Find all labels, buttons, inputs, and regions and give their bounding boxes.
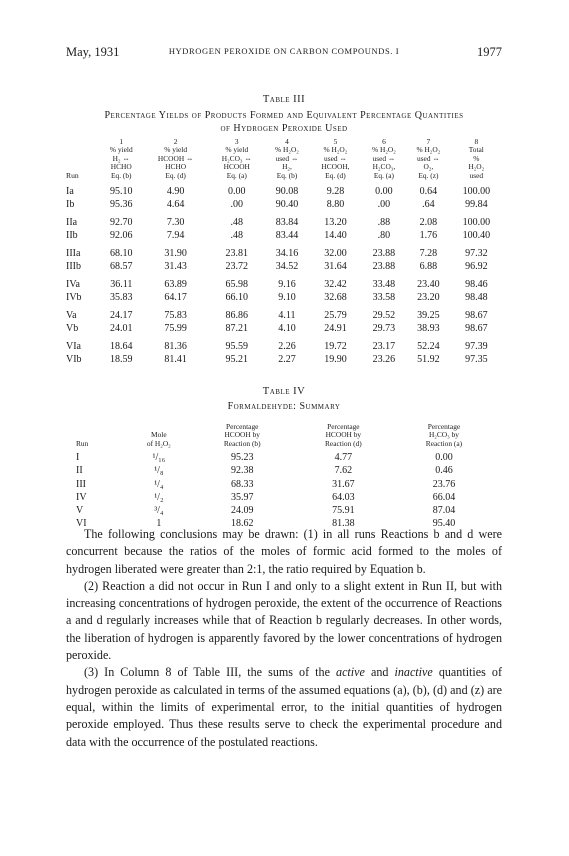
table-cell: 2.26 (278, 341, 296, 353)
column-header-text: used ⇔ (416, 153, 440, 163)
run-cell: Va (66, 310, 77, 322)
table-row (66, 180, 502, 199)
run-cell: I (76, 452, 80, 464)
column-header-text: Eq. (z) (418, 170, 439, 180)
column-header-text: % yield (109, 145, 133, 155)
table-row (76, 478, 494, 491)
column-header-text: HCHO (165, 162, 187, 172)
table-cell: .48 (230, 217, 243, 229)
table-row (66, 211, 502, 230)
table-cell: 95.21 (225, 353, 248, 365)
column-header-text: Eq. (a) (373, 170, 394, 180)
table-cell: 32.00 (324, 248, 347, 260)
run-cell: IIIa (66, 248, 81, 260)
table-cell: 24.91 (324, 322, 347, 334)
table-row (76, 451, 494, 464)
table-cell: 64.17 (164, 291, 187, 303)
table-row (76, 464, 494, 477)
running-header (66, 45, 502, 59)
body-text (66, 526, 502, 751)
table-cell: 75.99 (164, 322, 187, 334)
table-cell: 7.30 (166, 217, 185, 229)
table-cell: ¹/₈ (154, 465, 164, 477)
header-date: May, 1931 (66, 45, 120, 59)
table-cell: 97.35 (465, 353, 488, 365)
table-cell: 2.08 (419, 217, 438, 229)
table-cell: 92.70 (110, 217, 133, 229)
column-header-text: Reaction (b) (223, 438, 261, 448)
table-cell: .80 (377, 229, 391, 241)
table-cell: 65.98 (225, 279, 248, 291)
column-number: 7 (426, 137, 431, 146)
column-header-text: Percentage (327, 422, 360, 431)
table-cell: .00 (377, 198, 391, 210)
column-header-text: Eq. (d) (325, 170, 346, 180)
table-cell: 66.04 (432, 491, 456, 503)
table-cell: 23.40 (417, 279, 440, 291)
word-active: active (336, 665, 365, 680)
paragraph-1: The following conclusions may be drawn: (1) in all runs Reactions b and d were concurrent because the ratios of the moles of formic acid formed to the moles of hydrogen liberated were greater than 2:1, the ratio required by Equation b. (66, 527, 502, 576)
column-header-text: % yield (225, 145, 249, 155)
table-row (66, 323, 502, 336)
table-cell: 0.64 (419, 186, 438, 198)
table-cell: 98.67 (465, 322, 488, 334)
table-3-label: Table III (262, 94, 306, 105)
paragraph-3-part-a: (3) In Column 8 of Table III, the sums of the (84, 665, 337, 680)
table-cell: 33.58 (372, 291, 396, 303)
table-cell: 19.90 (324, 353, 347, 365)
table-cell: 23.88 (372, 260, 396, 272)
table-cell: 35.83 (110, 291, 133, 303)
table-cell: 98.48 (465, 291, 488, 303)
table-cell: 8.80 (326, 198, 345, 210)
table-3-header-spacer (66, 155, 100, 163)
table-4-caption: Formaldehyde: Summary (227, 401, 341, 412)
table-cell: 38.93 (417, 322, 440, 334)
table-cell: 35.97 (230, 491, 254, 503)
table-cell: .00 (230, 198, 243, 210)
column-header-text: % H₂O₂ (372, 145, 396, 155)
table-row (66, 292, 502, 305)
column-header-text: Mole (151, 430, 167, 440)
column-header-text: H₂CO₃ ⇔ (221, 153, 252, 163)
column-header-text: H₂CO₃, (372, 162, 396, 172)
column-number: 5 (333, 137, 338, 146)
column-header-text: used ⇔ (275, 153, 299, 163)
column-header-text: HCOOH, (321, 162, 350, 172)
column-header-text: H₂O₂ (468, 162, 485, 172)
column-header-text: Reaction (a) (425, 438, 463, 448)
table-cell: 87.04 (432, 505, 456, 517)
page-number: 1977 (477, 45, 502, 59)
table-cell: 32.42 (324, 279, 347, 291)
column-number: 8 (474, 137, 479, 146)
table-row (66, 199, 502, 212)
column-header-text: HCOOH by (325, 430, 362, 440)
table-cell: 0.46 (435, 465, 453, 477)
table-cell: 23.17 (372, 341, 396, 353)
column-header-text: H₂CO₃ by (428, 430, 459, 440)
column-header-text: Reaction (d) (325, 438, 362, 448)
run-cell: IIb (66, 229, 78, 241)
table-cell: ¹/₂ (154, 491, 164, 503)
table-row (66, 261, 502, 274)
table-cell: 24.01 (110, 322, 133, 334)
table-cell: 90.40 (275, 198, 299, 210)
table-cell: 24.17 (110, 310, 133, 322)
column-number: 6 (382, 137, 386, 146)
column-header-text: Eq. (d) (165, 170, 186, 180)
table-cell: 23.20 (417, 291, 440, 303)
run-cell: IVa (66, 279, 80, 291)
table-cell: 96.92 (465, 260, 488, 272)
table-row (66, 354, 502, 367)
run-cell: Ib (66, 198, 75, 210)
header-title: HYDROGEN PEROXIDE ON CARBON COMPOUNDS. I (168, 46, 400, 56)
column-number: 1 (119, 137, 124, 146)
table-cell: 95.40 (432, 518, 456, 530)
column-header-text: of H₂O₂ (146, 438, 171, 448)
table-cell: 33.48 (372, 279, 396, 291)
table-cell: 7.94 (166, 229, 185, 241)
table-row (66, 242, 502, 261)
table-4-header-spacer (76, 423, 126, 431)
table-cell: ¹/₄ (154, 478, 164, 490)
table-cell: 83.44 (275, 229, 299, 241)
table-cell: 25.79 (324, 310, 347, 322)
table-cell: 100.00 (462, 186, 491, 198)
table-cell: 13.20 (324, 217, 347, 229)
table-3-caption-line1: Percentage Yields of Products Formed and Equivalent Percentage Quantities (104, 110, 464, 121)
column-header-text: used (469, 170, 484, 180)
table-cell: 75.91 (332, 505, 355, 517)
table-cell: 23.81 (225, 248, 248, 260)
paragraph-3-part-b: and (364, 665, 395, 680)
table-cell: 95.59 (225, 341, 248, 353)
column-header-text: Eq. (b) (110, 170, 132, 180)
table-cell: 86.86 (225, 310, 248, 322)
table-row (76, 491, 494, 504)
run-cell: IVb (66, 291, 82, 303)
column-header-text: used ⇔ (372, 153, 396, 163)
column-header-text: % H₂O₂ (416, 145, 441, 155)
paragraph-3-part-c: quantities of hydrogen peroxide as calculated in terms of the assumed equations (a), (b), (d) and (z) are equal, within the limits of experimental error, to the initial quantities of hydrogen peroxide employed. Thus these results serve to check the experimental procedure and data with the occurrence of the postulated reactions. (66, 665, 502, 749)
table-cell: 81.38 (332, 518, 355, 530)
paragraph-3 (66, 664, 502, 750)
table-3-header (66, 138, 502, 180)
column-header-text: Percentage (427, 422, 461, 431)
table-row (66, 304, 502, 323)
table-cell: 68.10 (110, 248, 133, 260)
table-cell: 81.41 (164, 353, 187, 365)
table-cell: 23.26 (372, 353, 396, 365)
run-cell: III (76, 478, 86, 490)
table-cell: 18.64 (110, 341, 133, 353)
table-row (66, 230, 502, 243)
table-cell: 75.83 (164, 310, 187, 322)
table-row (76, 504, 494, 517)
table-cell: 9.16 (278, 279, 296, 291)
table-cell: 68.57 (110, 260, 133, 272)
table-cell: 31.43 (164, 260, 187, 272)
table-cell: 9.28 (326, 186, 345, 198)
table-row (66, 335, 502, 354)
table-cell: 31.90 (164, 248, 187, 260)
column-header-text: % H₂O₂ (275, 145, 299, 155)
table-cell: 6.88 (419, 260, 438, 272)
table-cell: .64 (422, 198, 435, 210)
table-cell: 97.39 (465, 341, 488, 353)
run-cell: IIIb (66, 260, 81, 272)
table-cell: 83.84 (275, 217, 299, 229)
column-header-text: HCOOH ⇔ (157, 153, 194, 163)
table-cell: 36.11 (110, 279, 133, 291)
paragraph-2: (2) Reaction a did not occur in Run I and only to a slight extent in Run II, but with increasing concentrations of hydrogen peroxide, the extent of the occurrence of Reactions a and d regularly increases while that of Reaction b regularly decreases. In other words, the liberation of hydrogen is apparently favored by the lower concentrations of hydrogen peroxide. (66, 578, 502, 663)
table-cell: 92.06 (110, 229, 133, 241)
column-header-text: HCHO (110, 162, 132, 172)
column-header-text: HCOOH (223, 162, 250, 172)
table-cell: 23.72 (225, 260, 248, 272)
table-cell: 90.08 (275, 186, 299, 198)
run-column-header: Run (66, 170, 79, 180)
table-cell: 24.09 (230, 505, 254, 517)
table-cell: 23.88 (372, 248, 396, 260)
run-cell: V (76, 505, 84, 517)
table-4-label: Table IV (262, 386, 306, 397)
table-cell: 1 (156, 518, 162, 530)
table-cell: 95.10 (110, 186, 133, 198)
run-cell: VI (76, 518, 87, 530)
table-cell: 51.92 (417, 353, 440, 365)
column-header-text: used ⇔ (324, 153, 347, 163)
table-3-corner-cell (66, 138, 100, 146)
table-cell: 32.68 (324, 291, 347, 303)
column-header-text: % H₂O₂ (323, 145, 348, 155)
table-cell: 2.27 (278, 353, 296, 365)
column-header-text: % (473, 153, 480, 163)
table-cell: 4.90 (166, 186, 185, 198)
table-cell: 31.64 (324, 260, 347, 272)
column-header-text: % yield (164, 145, 188, 155)
table-cell: 52.24 (417, 341, 440, 353)
table-cell: 23.76 (432, 478, 456, 490)
table-cell: .48 (230, 229, 243, 241)
table-cell: 81.36 (164, 341, 187, 353)
table-cell: 29.73 (372, 322, 396, 334)
table-cell: 97.32 (465, 248, 488, 260)
table-cell: 14.40 (324, 229, 347, 241)
table-cell: 68.33 (230, 478, 254, 490)
table-cell: 63.89 (164, 279, 187, 291)
column-header-text: Eq. (a) (226, 170, 247, 180)
column-header-text: H₂, (282, 162, 292, 172)
column-number: 3 (234, 137, 239, 146)
column-header-text: Eq. (b) (276, 170, 298, 180)
table-cell: 29.52 (372, 310, 396, 322)
table-cell: 4.77 (334, 452, 353, 464)
table-cell: 7.62 (334, 465, 353, 477)
table-4 (76, 423, 494, 530)
table-cell: 4.11 (278, 310, 296, 322)
table-cell: 19.72 (324, 341, 347, 353)
table-cell: 95.23 (230, 452, 254, 464)
table-3-header-spacer (66, 146, 100, 154)
table-cell: 98.67 (465, 310, 488, 322)
table-cell: 66.10 (225, 291, 248, 303)
run-cell: Ia (66, 186, 74, 198)
table-cell: 100.40 (462, 229, 491, 241)
run-cell: VIb (66, 353, 82, 365)
column-number: 4 (285, 137, 289, 146)
table-cell: 0.00 (375, 186, 393, 198)
table-3-body (66, 180, 502, 366)
run-cell: VIa (66, 341, 81, 353)
table-cell: 9.10 (278, 291, 296, 303)
run-column-header: Run (76, 438, 89, 448)
table-cell: 0.00 (435, 452, 453, 464)
column-header-text: HCOOH by (224, 430, 260, 440)
table-cell: ³/₄ (154, 505, 164, 517)
table-cell: 39.25 (417, 310, 440, 322)
table-cell: 4.10 (278, 322, 296, 334)
table-cell: 64.03 (332, 491, 355, 503)
table-cell: 87.21 (225, 322, 248, 334)
table-cell: 18.59 (110, 353, 133, 365)
table-cell: 34.52 (275, 260, 299, 272)
table-cell: 4.64 (166, 198, 185, 210)
table-cell: 31.67 (332, 478, 355, 490)
run-cell: IV (76, 491, 87, 503)
column-header-text: Percentage (226, 422, 259, 431)
column-header-text: O₂, (423, 162, 434, 172)
table-cell: 98.46 (465, 279, 488, 291)
table-3 (66, 138, 502, 366)
table-cell: ¹/₁₆ (152, 452, 166, 464)
table-cell: .88 (377, 217, 391, 229)
table-4-header (76, 423, 494, 451)
table-cell: 99.84 (465, 198, 488, 210)
column-header-text: H₂ ⇔ (112, 153, 130, 163)
table-cell: 0.00 (228, 186, 246, 198)
table-row (66, 273, 502, 292)
table-cell: 92.38 (230, 465, 254, 477)
table-cell: 100.00 (462, 217, 491, 229)
run-cell: II (76, 465, 83, 477)
table-3-header-row (66, 172, 502, 180)
table-cell: 34.16 (275, 248, 299, 260)
column-number: 2 (173, 137, 178, 146)
run-cell: IIa (66, 217, 78, 229)
table-4-header-row (76, 440, 494, 448)
table-4-body (76, 451, 494, 530)
table-cell: 1.76 (419, 229, 438, 241)
column-header-text: Total (468, 145, 484, 155)
table-cell: 18.62 (230, 518, 254, 530)
run-cell: Vb (66, 322, 79, 334)
word-inactive: inactive (394, 665, 433, 680)
table-cell: 7.28 (419, 248, 438, 260)
table-cell: 95.36 (110, 198, 133, 210)
table-3-caption-line2: of Hydrogen Peroxide Used (220, 123, 348, 134)
